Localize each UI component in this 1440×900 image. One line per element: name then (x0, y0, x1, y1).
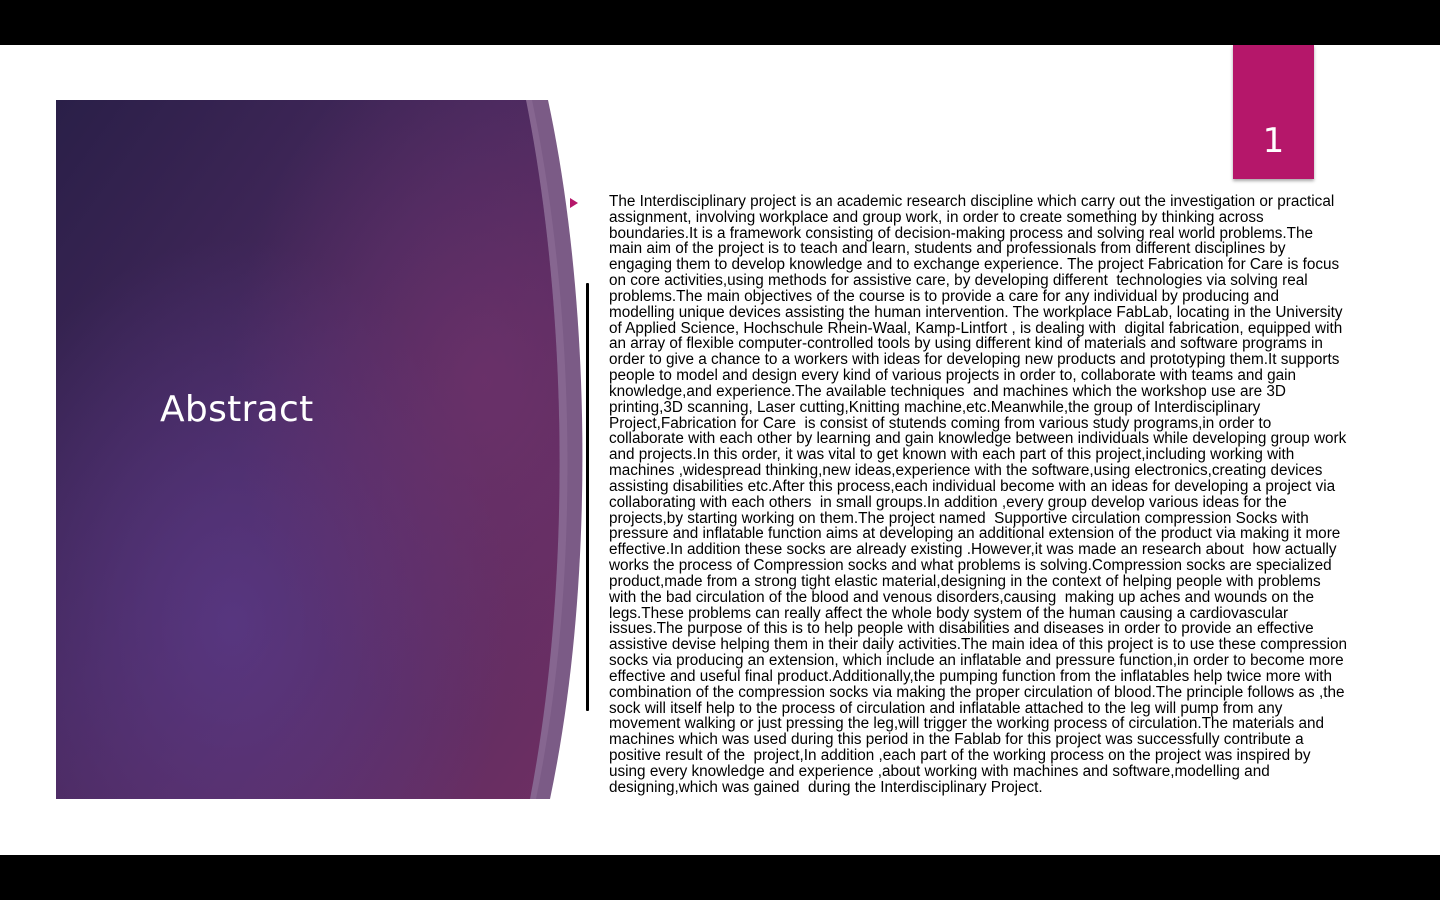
page-number: 1 (1262, 121, 1285, 161)
abstract-line: knowledge,and experience.The available techniques and machines which the workshop use are 3D (609, 382, 1286, 400)
abstract-line: The Interdisciplinary project is an academic research discipline which carry out the investigation or practical (609, 193, 1335, 210)
abstract-line: an array of flexible computer-controlled tools by using different kind of materials and software programs in (609, 335, 1323, 353)
abstract-line: positive result of the project,In addition ,each part of the working process on the project was inspired by (609, 746, 1311, 764)
abstract-line: engaging them to develop knowledge and to exchange experience. The project Fabrication for Care is focus (609, 256, 1340, 274)
abstract-line: works the process of Compression socks and what problems is solving.Compression socks are specialized (609, 557, 1332, 575)
abstract-line: using every knowledge and experience ,about working with machines and software,modelling and (609, 762, 1270, 780)
abstract-line: machines ,widespread thinking,new ideas,experience with the software,using electronics,creating devices (609, 462, 1323, 480)
abstract-line: and projects.In this order, it was vital to get known with each part of this project,including working with (609, 446, 1295, 464)
abstract-line: movement walking or just pressing the leg,will trigger the working process of circulation.The materials and (609, 715, 1325, 733)
abstract-line: collaborate with each other by learning and gain knowledge between individuals while developing group work (609, 430, 1347, 448)
abstract-line: effective.In addition these socks are already existing .However,it was made an research about how actually (609, 541, 1337, 559)
abstract-line: socks via producing an extension, which include an inflatable and pressure function,in order to become more (609, 652, 1344, 670)
abstract-line: Project,Fabrication for Care is consist of stutends coming from various study programs,in order to (609, 414, 1272, 432)
triangle-bullet-icon (570, 198, 578, 208)
abstract-line: issues.The purpose of this is to help people with disabilities and diseases in order to provide an effective (609, 620, 1314, 638)
abstract-line: assignment, involving workplace and group work, in order to create something by thinking across (609, 208, 1264, 226)
abstract-line: boundaries.It is a framework consisting of decision-making process and solving real world problems.The (609, 224, 1313, 242)
letterbox-top (0, 0, 1440, 45)
abstract-line: legs.These problems can really affect the whole body system of the human causing a cardiovascular (609, 604, 1289, 622)
abstract-line: with the bad circulation of the blood and venous disorders,causing making up aches and wounds on the (609, 588, 1314, 606)
abstract-line: collaborating with each others in small groups.In addition ,every group develop various ideas for the (609, 493, 1287, 511)
slide-title: Abstract (160, 389, 314, 430)
abstract-line: people to model and design every kind of various projects in order to, collaborate with teams and gain (609, 367, 1297, 385)
abstract-line: order to give a chance to a workers with ideas for developing new products and prototyping them.It supports (609, 351, 1340, 369)
abstract-body-text (609, 194, 1409, 795)
abstract-line: modelling unique devices assisting the human intervention. The workplace FabLab, locating in the University (609, 303, 1343, 321)
page-number-badge (1233, 45, 1314, 179)
abstract-line: machines which was used during this period in the Fablab for this project was successfully contribute a (609, 731, 1304, 749)
abstract-line: on core activities,using methods for assistive care, by developing different technologies via solving real (609, 272, 1308, 290)
abstract-line: main aim of the project is to teach and learn, students and professionals from different disciplines by (609, 240, 1286, 258)
letterbox-bottom (0, 855, 1440, 900)
abstract-line: effective and useful final product.Additionally,the pumping function from the inflatables help twice more with (609, 667, 1333, 685)
slide (0, 45, 1440, 855)
abstract-line: product,made from a strong tight elastic material,designing in the context of helping people with problems (609, 572, 1321, 590)
abstract-line: problems.The main objectives of the course is to provide a care for any individual by producing and (609, 287, 1280, 305)
abstract-line: projects,by starting working on them.The project named Supportive circulation compression Socks with (609, 509, 1309, 527)
abstract-line: designing,which was gained during the Interdisciplinary Project. (609, 778, 1043, 796)
vertical-divider-line (586, 283, 589, 711)
title-panel-background (56, 100, 586, 799)
abstract-line: of Applied Science, Hochschule Rhein-Waal, Kamp-Lintfort , is dealing with digital fabrication, equipped with (609, 319, 1343, 337)
abstract-line: pressure and inflatable function aims at developing an additional extension of the product via making it more (609, 525, 1341, 543)
abstract-line: assistive devise helping them in their daily activities.The main idea of this project is to use these compression (609, 636, 1348, 654)
title-panel (56, 100, 586, 799)
abstract-line: sock will itself help to the process of circulation and inflatable attached to the leg will pump from any (609, 699, 1283, 717)
abstract-line: combination of the compression socks via making the proper circulation of blood.The principle follows as ,the (609, 683, 1345, 701)
abstract-line: printing,3D scanning, Laser cutting,Knitting machine,etc.Meanwhile,the group of Interdisciplinary (609, 398, 1261, 416)
abstract-line: assisting disabilities etc.After this process,each individual become with an ideas for developing a project via (609, 477, 1336, 495)
